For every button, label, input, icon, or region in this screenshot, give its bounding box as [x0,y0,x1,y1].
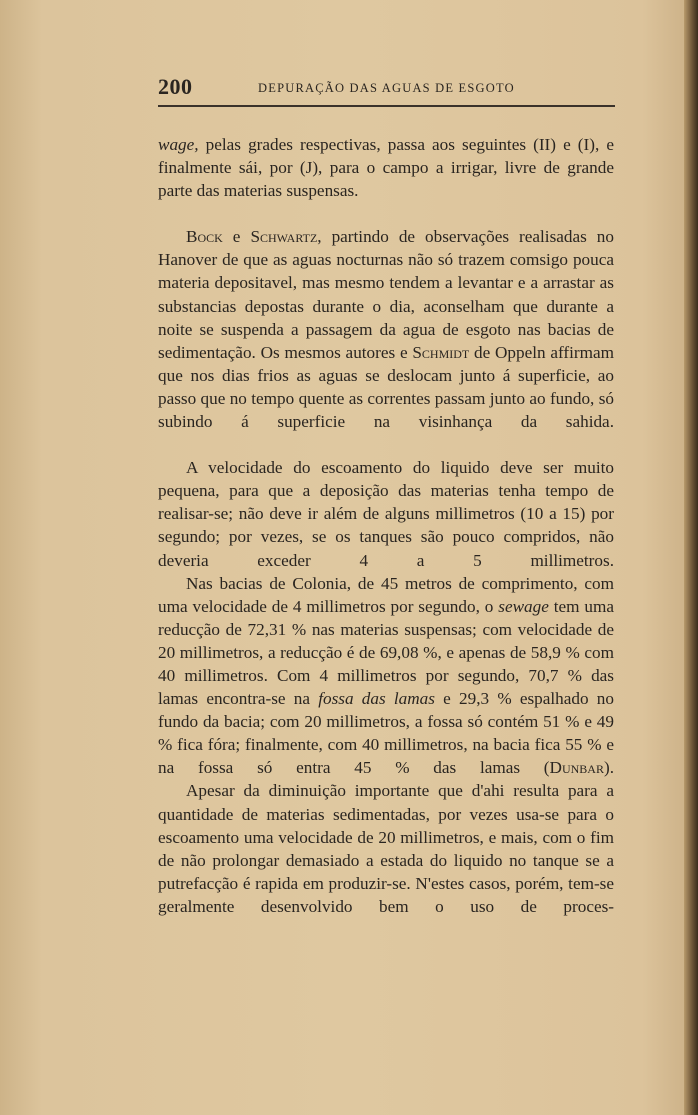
page-header [158,74,614,102]
text-run: ). [603,758,614,778]
header-rule [158,105,615,107]
text-run: , partindo de observações realisadas no Hanover de que as aguas nocturnas não só trazem comsigo pouca materia depositavel, mas mesmo tendem a levantar e a arrastar as substancias depostas durante o dia, aconselham que durante a noite se suspenda a passagem da agua de esgoto nas bacias de sedimentação. Os mesmos autores e [158,227,614,362]
text-run: A velocidade do escoamento do liquido deve ser muito pequena, para que a deposição das materias tenha tempo de realisar-se; não deve ir além de alguns millimetros (10 a 15) por segundo; por vezes, se os tanques são pouco compridos, não deveria exceder 4 a 5 millimetros. [158,458,614,570]
paragraph-2 [158,225,614,433]
text-run: sewage [498,596,549,616]
text-run: e [222,227,251,247]
paragraph-5 [158,779,614,918]
paragraph-4 [158,572,614,780]
page-number: 200 [158,74,193,99]
text-run: Dunbar [549,758,604,778]
paragraph-3 [158,456,614,571]
text-run: wage, [158,135,199,154]
paragraph-1 [158,133,614,202]
text-run: tem uma reducção de 72,31 % nas materias suspensas; com velocidade de 20 millimetros, a reducção é de 69,08 %, e apenas de 58,9 % com 40 millimetros. Com 4 millimetros por segundo, 70,7 % das lamas encontra-se na [158,596,614,709]
text-run: Bock [186,227,223,247]
text-run: Nas bacias de Colonia, de 45 metros de comprimento, com uma velocidade de 4 millimetros por segundo, o [158,573,614,616]
text-run: Apesar da diminuição importante que d'ahi resulta para a quantidade de materias sedimentadas, por vezes usa-se para o escoamento uma velocidade de 20 millimetros, e mais, com o fim de não prolongar demasiado a estada do liquido no tanque se a putrefacção é rapida em produzir-se. N'estes casos, porém, tem-se geralmente desenvolvido bem o uso de proces- [158,781,614,916]
text-run: Schmidt [412,342,470,362]
page-edge-shadow [684,0,698,1115]
running-head: DEPURAÇÃO DAS AGUAS DE ESGOTO [258,81,515,95]
text-run: Schwartz [250,227,318,247]
text-run: pelas grades respectivas, passa aos seguintes (II) e (I), e finalmente sái, por (J), para o campo a irrigar, livre de grande parte das materias suspensas. [158,135,614,201]
text-run: de Oppeln affirmam que nos dias frios as aguas se deslocam junto á superficie, ao passo que no tempo quente as correntes passam junto ao fundo, só subindo á superficie na visinhança da sahida. [158,342,615,432]
text-run: fossa das lamas [318,689,435,709]
text-run: e 29,3 % espalhado no fundo da bacia; com 20 millimetros, a fossa só contém 51 % e 49 % fica fóra; finalmente, com 40 millimetros, na bacia fica 55 % e na fossa só entra 45 % das lamas ( [158,689,614,778]
body-text [158,133,614,918]
